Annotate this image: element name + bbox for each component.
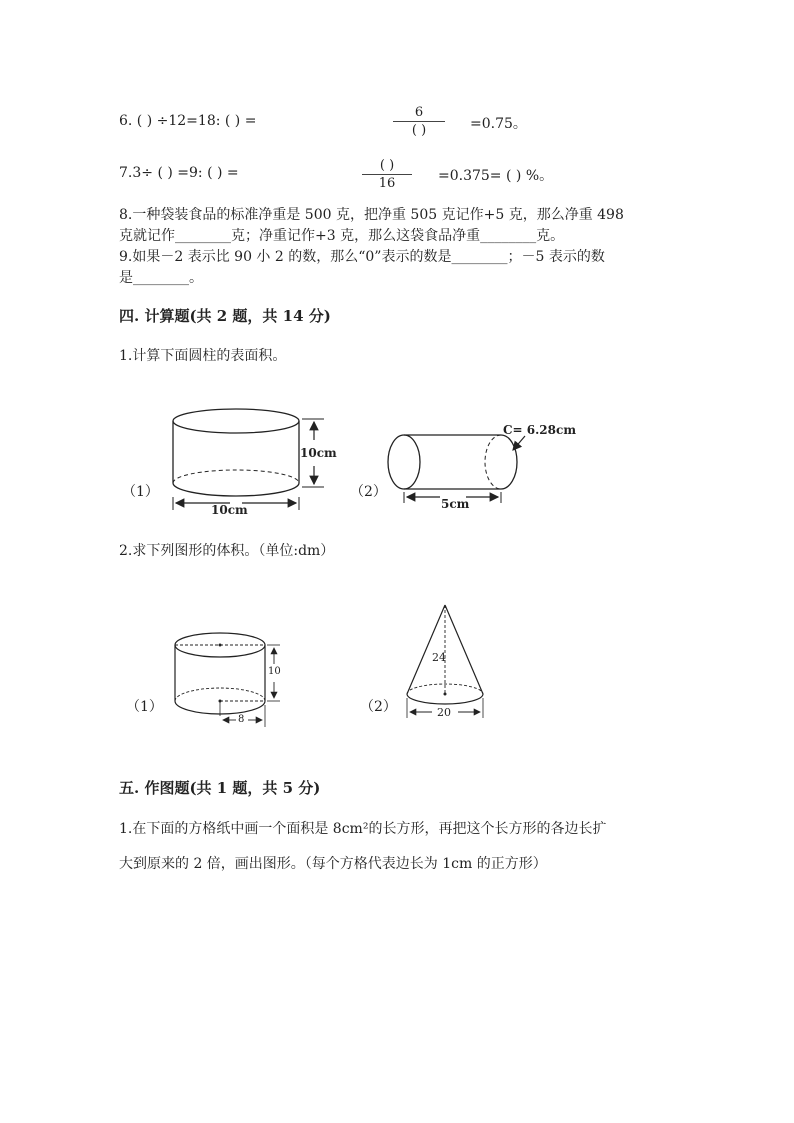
fig2-cone-height-label: 24: [432, 651, 446, 664]
section5-title: 五. 作图题(共 1 题，共 5 分): [119, 779, 321, 797]
q7-fraction-denominator: 16: [378, 176, 396, 191]
fig1-label1: （1）: [122, 484, 159, 500]
section4-q2: 2.求下列图形的体积。（单位:dm）: [119, 543, 335, 559]
fig2-cylinder-height-label: 10: [268, 666, 281, 677]
fig2-cone-diameter-label: 20: [437, 706, 451, 719]
q6-fraction-denominator: ( ): [411, 123, 427, 138]
fig1-label2: （2）: [350, 484, 387, 500]
q7-left: 7.3÷ ( ) =9: ( ) =: [119, 165, 239, 181]
section4-q1: 1.计算下面圆柱的表面积。: [119, 348, 287, 364]
section5-q1-line2: 大到原来的 2 倍，画出图形。（每个方格代表边长为 1cm 的正方形）: [119, 856, 547, 872]
fig1-length-label: 5cm: [441, 497, 470, 511]
q8-line1: 8.一种袋装食品的标准净重是 500 克，把净重 505 克记作+5 克，那么净重 498: [119, 207, 624, 223]
section5-q1-line1: 1.在下面的方格纸中画一个面积是 8cm²的长方形，再把这个长方形的各边长扩: [119, 821, 607, 837]
q6-right: =0.75。: [470, 116, 527, 132]
q7-right: =0.375= ( ) %。: [438, 168, 554, 184]
q9-line2: 是________。: [119, 270, 203, 286]
q6-left: 6. ( ) ÷12=18: ( ) =: [119, 113, 257, 129]
q9-line1: 9.如果－2 表示比 90 小 2 的数，那么“0”表示的数是________；－5 表示的数: [119, 249, 605, 265]
q8-line2: 克就记作________克；净重记作+3 克，那么这袋食品净重________克。: [119, 228, 565, 244]
fig2-label2: （2）: [360, 699, 397, 715]
q6-fraction-numerator: 6: [414, 105, 424, 120]
fig2-label1: （1）: [126, 699, 163, 715]
section4-title: 四. 计算题(共 2 题，共 14 分): [119, 307, 331, 325]
fig1-height-label: 10cm: [300, 446, 337, 460]
fig1-width-label: 10cm: [211, 503, 248, 517]
fig1-circumference-label: C= 6.28cm: [503, 423, 577, 437]
q7-fraction-numerator: ( ): [379, 158, 395, 173]
fig2-cylinder-radius-label: 8: [238, 714, 245, 725]
